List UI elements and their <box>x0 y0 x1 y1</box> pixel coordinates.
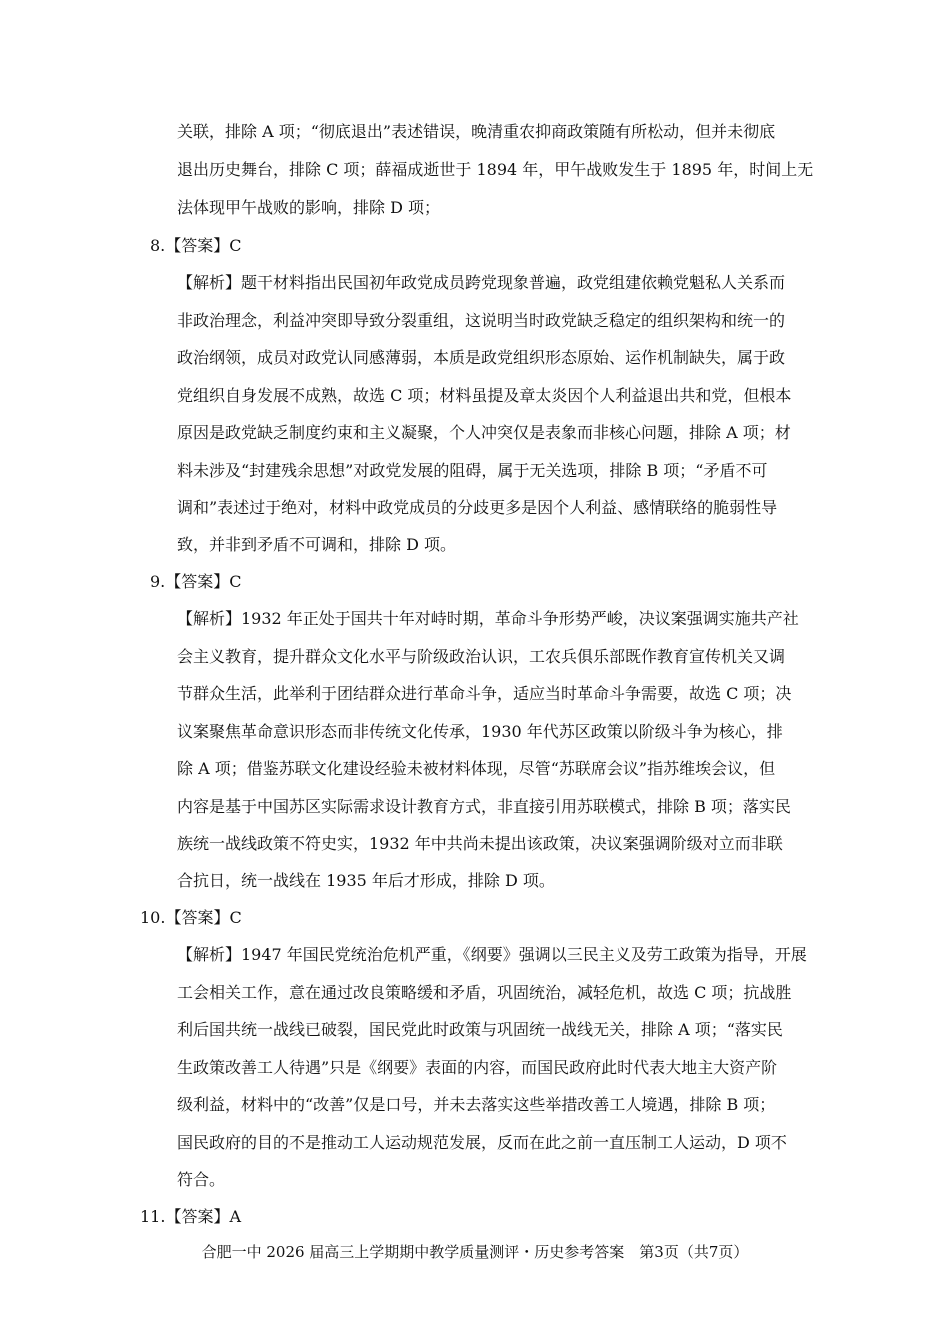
analysis-line: 原因是政党缺乏制度约束和主义凝聚，个人冲突仅是表象而非核心问题，排除 A 项；材 <box>177 423 791 442</box>
analysis-line: 族统一战线政策不符史实，1932 年中共尚未提出该政策，决议案强调阶级对立而非联 <box>177 834 783 853</box>
analysis-line: 合抗日，统一战线在 1935 年后才形成，排除 D 项。 <box>177 871 555 890</box>
analysis-line: 料未涉及“封建残余思想”对政党发展的阻碍，属于无关选项，排除 B 项；“矛盾不可 <box>177 461 768 480</box>
analysis-line: 党组织自身发展不成熟，故选 C 项；材料虽提及章太炎因个人利益退出共和党，但根本 <box>177 386 792 405</box>
analysis-line: 致，并非到矛盾不可调和，排除 D 项。 <box>177 535 457 554</box>
analysis-line: 利后国共统一战线已破裂，国民党此时政策与巩固统一战线无关，排除 A 项；“落实民 <box>177 1020 783 1039</box>
analysis-line: 国民政府的目的不是推动工人运动规范发展，反而在此之前一直压制工人运动，D 项不 <box>177 1133 787 1152</box>
analysis-line: 符合。 <box>177 1170 226 1189</box>
analysis-line: 【解析】题干材料指出民国初年政党成员跨党现象普遍，政党组建依赖党魁私人关系而 <box>177 273 786 292</box>
page-footer: 合肥一中 2026 届高三上学期期中教学质量测评・历史参考答案 第3页（共7页） <box>201 1243 749 1261</box>
analysis-line: 会主义教育，提升群众文化水平与阶级政治认识，工农兵俱乐部既作教育宣传机关又调 <box>177 647 786 666</box>
answer-heading: 8.【答案】C <box>150 236 242 255</box>
analysis-line: 议案聚焦革命意识形态而非传统文化传承，1930 年代苏区政策以阶级斗争为核心，排 <box>177 722 783 741</box>
analysis-line: 调和”表述过于绝对，材料中政党成员的分歧更多是因个人利益、感情联络的脆弱性导 <box>177 498 778 517</box>
analysis-line: 非政治理念，利益冲突即导致分裂重组，这说明当时政党缺乏稳定的组织架构和统一的 <box>177 311 786 330</box>
analysis-line: 除 A 项；借鉴苏联文化建设经验未被材料体现，尽管“苏联席会议”指苏维埃会议，但 <box>177 759 776 778</box>
intro-line: 法体现甲午战败的影响，排除 D 项； <box>177 198 441 217</box>
answer-heading: 10.【答案】C <box>140 908 242 927</box>
analysis-line: 【解析】1947 年国民党统治危机严重，《纲要》强调以三民主义及劳工政策为指导，开展 <box>177 945 807 964</box>
analysis-line: 工会相关工作，意在通过改良策略缓和矛盾，巩固统治，减轻危机，故选 C 项；抗战胜 <box>177 983 792 1002</box>
analysis-line: 级利益，材料中的“改善”仅是口号，并未去落实这些举措改善工人境遇，排除 B 项； <box>177 1095 776 1114</box>
analysis-line: 【解析】1932 年正处于国共十年对峙时期，革命斗争形势严峻，决议案强调实施共产社 <box>177 609 799 628</box>
intro-line: 退出历史舞台，排除 C 项；薛福成逝世于 1894 年，甲午战败发生于 1895 年，时间上无 <box>177 160 814 179</box>
intro-line: 关联，排除 A 项；“彻底退出”表述错误，晚清重农抑商政策随有所松动，但并未彻底 <box>177 122 776 141</box>
analysis-line: 节群众生活，此举利于团结群众进行革命斗争，适应当时革命斗争需要，故选 C 项；决 <box>177 684 792 703</box>
answer-heading: 9.【答案】C <box>150 572 242 591</box>
analysis-line: 内容是基于中国苏区实际需求设计教育方式，非直接引用苏联模式，排除 B 项；落实民 <box>177 797 791 816</box>
analysis-line: 生政策改善工人待遇”只是《纲要》表面的内容，而国民政府此时代表大地主大资产阶 <box>177 1058 778 1077</box>
answer-heading: 11.【答案】A <box>140 1207 242 1226</box>
analysis-line: 政治纲领，成员对政党认同感薄弱，本质是政党组织形态原始、运作机制缺失，属于政 <box>177 348 786 367</box>
